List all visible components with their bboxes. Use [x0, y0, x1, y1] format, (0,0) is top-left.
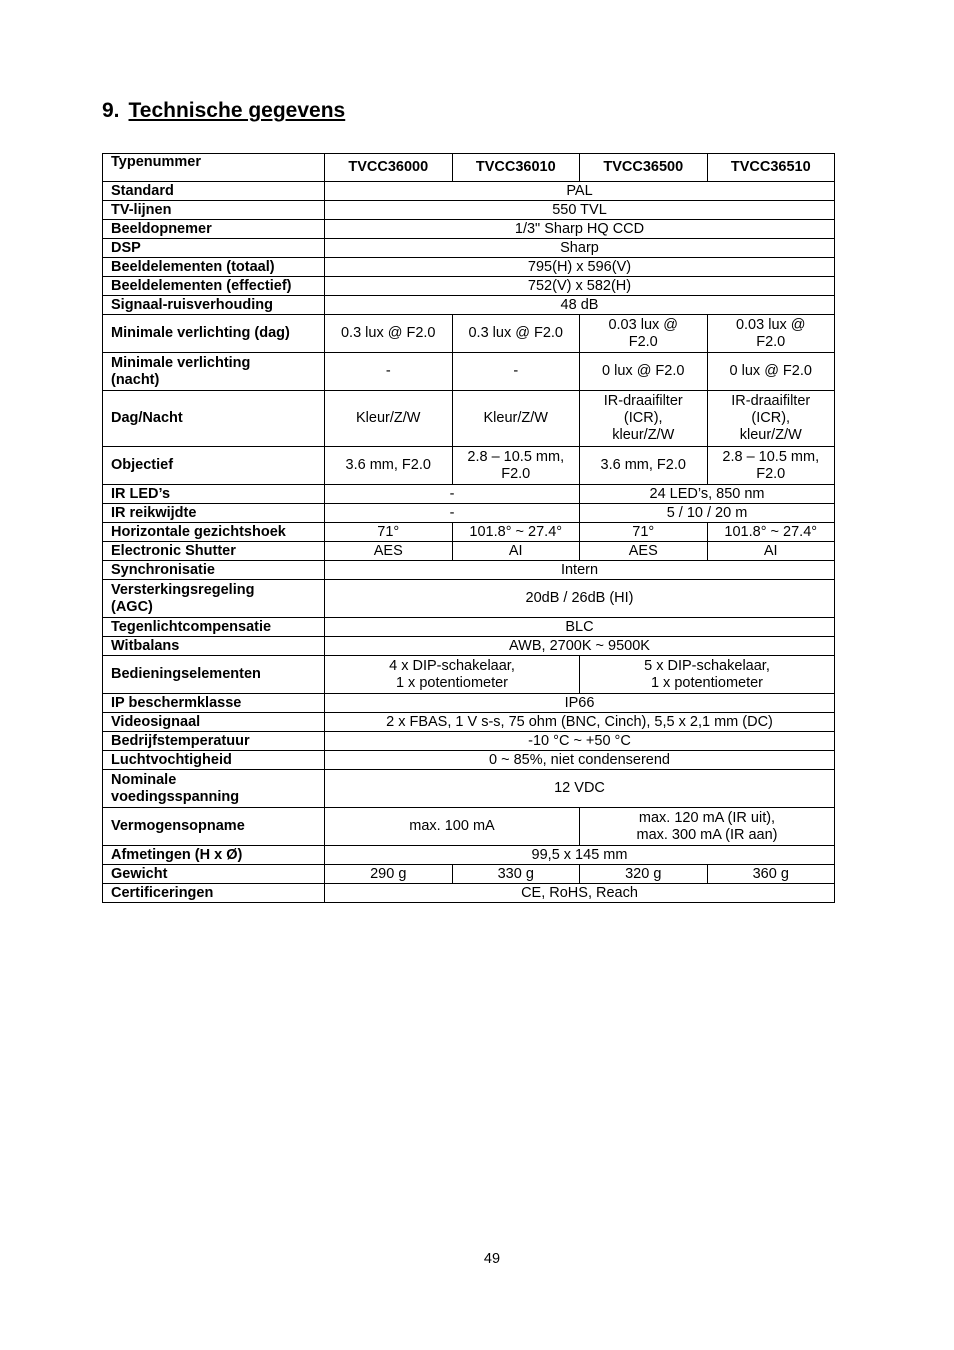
table-row: [103, 315, 835, 353]
value-cell: 48 dB: [325, 296, 835, 315]
value-cell: AWB, 2700K ~ 9500K: [325, 637, 835, 656]
model-header: TVCC36010: [452, 154, 580, 182]
value-cell: -: [325, 485, 580, 504]
value-cell: 795(H) x 596(V): [325, 258, 835, 277]
value-cell: 12 VDC: [325, 770, 835, 808]
value-cell: 3.6 mm, F2.0: [580, 447, 708, 485]
value-cell: BLC: [325, 618, 835, 637]
table-row: [103, 637, 835, 656]
row-label: Videosignaal: [103, 713, 325, 732]
row-label: Minimale verlichting (nacht): [103, 353, 325, 391]
row-label: Witbalans: [103, 637, 325, 656]
row-label: Bedieningselementen: [103, 656, 325, 694]
value-cell: 71°: [325, 523, 453, 542]
value-cell: -: [325, 353, 453, 391]
row-label: IR reikwijdte: [103, 504, 325, 523]
table-row: [103, 504, 835, 523]
value-cell: 550 TVL: [325, 201, 835, 220]
row-label: Luchtvochtigheid: [103, 751, 325, 770]
value-cell: Intern: [325, 561, 835, 580]
row-label: IP beschermklasse: [103, 694, 325, 713]
value-cell: Kleur/Z/W: [325, 391, 453, 447]
row-label: Signaal-ruisverhouding: [103, 296, 325, 315]
table-row: [103, 542, 835, 561]
table-row: [103, 884, 835, 903]
table-row: [103, 713, 835, 732]
value-cell: Sharp: [325, 239, 835, 258]
value-cell: 0.3 lux @ F2.0: [452, 315, 580, 353]
value-cell: 101.8° ~ 27.4°: [452, 523, 580, 542]
row-label: Beeldelementen (totaal): [103, 258, 325, 277]
value-cell: 20dB / 26dB (HI): [325, 580, 835, 618]
header-label: Typenummer: [103, 154, 325, 182]
value-cell: PAL: [325, 182, 835, 201]
table-row: [103, 846, 835, 865]
model-header: TVCC36000: [325, 154, 453, 182]
table-row: [103, 485, 835, 504]
value-cell: AES: [580, 542, 708, 561]
row-label: Certificeringen: [103, 884, 325, 903]
row-label: DSP: [103, 239, 325, 258]
value-cell: 0 lux @ F2.0: [707, 353, 835, 391]
row-label: Horizontale gezichtshoek: [103, 523, 325, 542]
value-cell: 752(V) x 582(H): [325, 277, 835, 296]
value-cell: 24 LED’s, 850 nm: [580, 485, 835, 504]
row-label: Vermogensopname: [103, 808, 325, 846]
table-row: [103, 523, 835, 542]
row-label: Objectief: [103, 447, 325, 485]
value-cell: IP66: [325, 694, 835, 713]
table-header-row: [103, 154, 835, 182]
table-row: [103, 447, 835, 485]
value-cell: 0 ~ 85%, niet condenserend: [325, 751, 835, 770]
table-row: [103, 751, 835, 770]
spec-table: [102, 153, 835, 903]
value-cell: 360 g: [707, 865, 835, 884]
value-cell: -10 °C ~ +50 °C: [325, 732, 835, 751]
table-row: [103, 732, 835, 751]
row-label: Tegenlichtcompensatie: [103, 618, 325, 637]
value-cell: 0 lux @ F2.0: [580, 353, 708, 391]
value-cell: -: [452, 353, 580, 391]
value-cell: 1/3" Sharp HQ CCD: [325, 220, 835, 239]
value-cell: 2.8 – 10.5 mm, F2.0: [707, 447, 835, 485]
value-cell: max. 120 mA (IR uit), max. 300 mA (IR aan): [580, 808, 835, 846]
value-cell: 71°: [580, 523, 708, 542]
table-row: [103, 391, 835, 447]
row-label: Synchronisatie: [103, 561, 325, 580]
row-label: Nominale voedingsspanning: [103, 770, 325, 808]
row-label: Electronic Shutter: [103, 542, 325, 561]
section-title: Technische gegevens: [128, 99, 346, 122]
value-cell: -: [325, 504, 580, 523]
table-row: [103, 201, 835, 220]
row-label: IR LED’s: [103, 485, 325, 504]
row-label: Bedrijfstemperatuur: [103, 732, 325, 751]
value-cell: 0.03 lux @ F2.0: [707, 315, 835, 353]
value-cell: IR-draaifilter (ICR), kleur/Z/W: [707, 391, 835, 447]
value-cell: 290 g: [325, 865, 453, 884]
row-label: Beeldelementen (effectief): [103, 277, 325, 296]
value-cell: AI: [707, 542, 835, 561]
table-row: [103, 770, 835, 808]
table-row: [103, 239, 835, 258]
value-cell: AES: [325, 542, 453, 561]
value-cell: max. 100 mA: [325, 808, 580, 846]
value-cell: 2 x FBAS, 1 V s-s, 75 ohm (BNC, Cinch), 5,5 x 2,1 mm (DC): [325, 713, 835, 732]
table-row: [103, 258, 835, 277]
value-cell: CE, RoHS, Reach: [325, 884, 835, 903]
value-cell: 330 g: [452, 865, 580, 884]
table-row: [103, 277, 835, 296]
row-label: Dag/Nacht: [103, 391, 325, 447]
value-cell: 0.03 lux @ F2.0: [580, 315, 708, 353]
row-label: Afmetingen (H x Ø): [103, 846, 325, 865]
row-label: Beeldopnemer: [103, 220, 325, 239]
row-label: Gewicht: [103, 865, 325, 884]
value-cell: 4 x DIP-schakelaar, 1 x potentiometer: [325, 656, 580, 694]
value-cell: 3.6 mm, F2.0: [325, 447, 453, 485]
table-row: [103, 353, 835, 391]
model-header: TVCC36510: [707, 154, 835, 182]
page-number: 49: [483, 1251, 501, 1267]
table-row: [103, 182, 835, 201]
table-row: [103, 296, 835, 315]
value-cell: 2.8 – 10.5 mm, F2.0: [452, 447, 580, 485]
section-number: 9.: [102, 99, 120, 122]
value-cell: Kleur/Z/W: [452, 391, 580, 447]
value-cell: 320 g: [580, 865, 708, 884]
value-cell: 5 / 10 / 20 m: [580, 504, 835, 523]
row-label: Versterkingsregeling (AGC): [103, 580, 325, 618]
value-cell: IR-draaifilter (ICR), kleur/Z/W: [580, 391, 708, 447]
table-row: [103, 561, 835, 580]
value-cell: 0.3 lux @ F2.0: [325, 315, 453, 353]
row-label: Standard: [103, 182, 325, 201]
table-row: [103, 656, 835, 694]
model-header: TVCC36500: [580, 154, 708, 182]
table-row: [103, 580, 835, 618]
table-row: [103, 694, 835, 713]
value-cell: AI: [452, 542, 580, 561]
table-row: [103, 865, 835, 884]
table-row: [103, 618, 835, 637]
value-cell: 5 x DIP-schakelaar, 1 x potentiometer: [580, 656, 835, 694]
row-label: TV-lijnen: [103, 201, 325, 220]
row-label: Minimale verlichting (dag): [103, 315, 325, 353]
value-cell: 101.8° ~ 27.4°: [707, 523, 835, 542]
value-cell: 99,5 x 145 mm: [325, 846, 835, 865]
table-row: [103, 808, 835, 846]
table-row: [103, 220, 835, 239]
section-heading: [102, 98, 345, 124]
